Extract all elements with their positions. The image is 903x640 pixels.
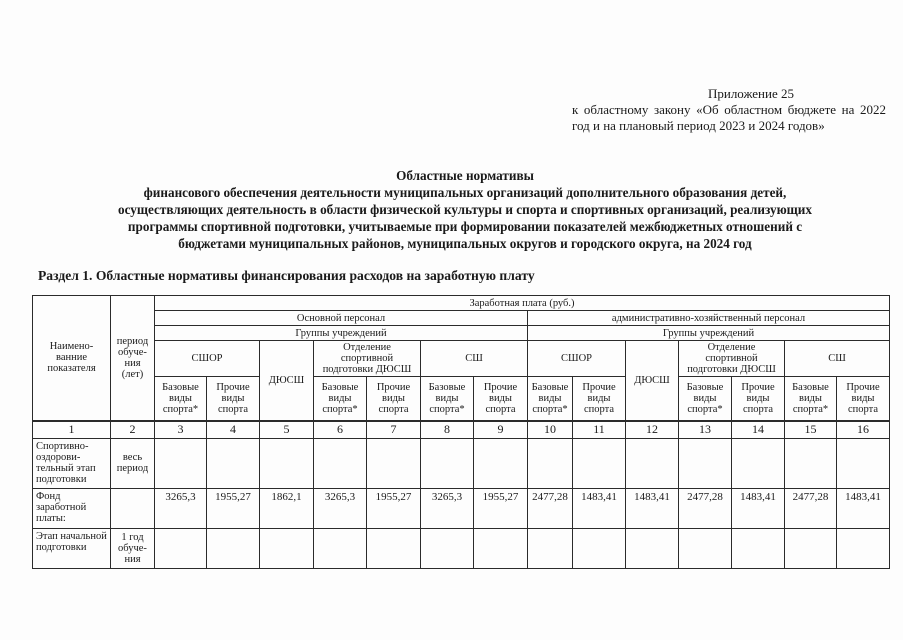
table-cell: 2477,28	[679, 488, 732, 528]
table-cell: 3265,3	[314, 488, 367, 528]
title-line-4: программы спортивной подготовки, учитываемые при формировании показателей межбюджетных отношений с	[127, 219, 803, 234]
header-base-kinds: Базовые виды спорта*	[528, 377, 573, 421]
title-line-1: Областные нормативы	[396, 168, 534, 183]
norms-table	[32, 295, 890, 569]
table-cell	[785, 528, 837, 568]
table-cell	[732, 438, 785, 488]
table-cell	[314, 528, 367, 568]
column-number: 9	[474, 421, 528, 439]
table-cell	[207, 438, 260, 488]
header-other-kinds: Прочие виды спорта	[367, 377, 421, 421]
table-cell	[155, 528, 207, 568]
header-admin-staff: административно-хозяйственный персонал	[528, 311, 890, 326]
table-cell	[207, 528, 260, 568]
row-label: Фонд заработной платы:	[33, 488, 111, 528]
table-cell	[626, 438, 679, 488]
title-line-2: финансового обеспечения деятельности муниципальных организаций дополнительного образования детей,	[143, 185, 787, 200]
table-cell: 1483,41	[573, 488, 626, 528]
table-row	[33, 488, 890, 528]
table-cell	[732, 528, 785, 568]
header-base-kinds: Базовые виды спорта*	[679, 377, 732, 421]
table-cell	[421, 438, 474, 488]
header-main-staff: Основной персонал	[155, 311, 528, 326]
table-cell: 1955,27	[474, 488, 528, 528]
header-otdelenie-main: Отделение спортивной подготовки ДЮСШ	[314, 341, 421, 377]
table-cell: 2477,28	[528, 488, 573, 528]
table-cell	[679, 438, 732, 488]
table-cell	[260, 438, 314, 488]
header-dyussh-main: ДЮСШ	[260, 341, 314, 421]
table-cell	[155, 438, 207, 488]
header-other-kinds: Прочие виды спорта	[573, 377, 626, 421]
table-cell	[785, 438, 837, 488]
column-number: 1	[33, 421, 111, 439]
column-number-row	[33, 421, 890, 439]
row-period: весь период	[111, 438, 155, 488]
column-number: 4	[207, 421, 260, 439]
header-other-kinds: Прочие виды спорта	[474, 377, 528, 421]
row-label: Этап начальной подготовки	[33, 528, 111, 568]
table-cell: 1483,41	[837, 488, 890, 528]
table-cell: 1955,27	[207, 488, 260, 528]
table-cell	[421, 528, 474, 568]
header-institution-groups-main: Группы учреждений	[155, 326, 528, 341]
row-period	[111, 488, 155, 528]
table-cell	[837, 438, 890, 488]
header-ssh-admin: СШ	[785, 341, 890, 377]
header-other-kinds: Прочие виды спорта	[732, 377, 785, 421]
row-period: 1 год обуче-ния	[111, 528, 155, 568]
table-cell	[474, 438, 528, 488]
table-cell: 1955,27	[367, 488, 421, 528]
appendix-block	[572, 86, 886, 134]
table-cell: 1862,1	[260, 488, 314, 528]
table-cell: 2477,28	[785, 488, 837, 528]
table-cell	[260, 528, 314, 568]
header-base-kinds: Базовые виды спорта*	[314, 377, 367, 421]
header-institution-groups-admin: Группы учреждений	[528, 326, 890, 341]
table-cell	[528, 438, 573, 488]
title-line-3: осуществляющих деятельность в области физической культуры и спорта и спортивных организаций, реализующих	[117, 202, 812, 217]
table-cell	[367, 528, 421, 568]
header-dyussh-admin: ДЮСШ	[626, 341, 679, 421]
column-number: 5	[260, 421, 314, 439]
table-cell	[837, 528, 890, 568]
header-otdelenie-admin: Отделение спортивной подготовки ДЮСШ	[679, 341, 785, 377]
table-cell	[314, 438, 367, 488]
column-number: 7	[367, 421, 421, 439]
column-number: 6	[314, 421, 367, 439]
header-other-kinds: Прочие виды спорта	[207, 377, 260, 421]
table-row	[33, 438, 890, 488]
column-number: 8	[421, 421, 474, 439]
header-base-kinds: Базовые виды спорта*	[155, 377, 207, 421]
column-number: 13	[679, 421, 732, 439]
header-sshor-main: СШОР	[155, 341, 260, 377]
table-cell	[367, 438, 421, 488]
table-cell	[679, 528, 732, 568]
header-ssh-main: СШ	[421, 341, 528, 377]
column-number: 10	[528, 421, 573, 439]
column-number: 3	[155, 421, 207, 439]
table-cell	[528, 528, 573, 568]
column-number: 14	[732, 421, 785, 439]
header-indicator-name: Наимено-ванние показателя	[33, 296, 111, 421]
header-other-kinds: Прочие виды спорта	[837, 377, 890, 421]
column-number: 15	[785, 421, 837, 439]
column-number: 12	[626, 421, 679, 439]
table-cell	[573, 528, 626, 568]
table-cell	[474, 528, 528, 568]
column-number: 2	[111, 421, 155, 439]
appendix-reference: к областному закону «Об областном бюджете на 2022 год и на плановый период 2023 и 2024 годов»	[572, 102, 886, 133]
header-salary: Заработная плата (руб.)	[155, 296, 890, 311]
table-cell: 1483,41	[626, 488, 679, 528]
header-base-kinds: Базовые виды спорта*	[421, 377, 474, 421]
header-base-kinds: Базовые виды спорта*	[785, 377, 837, 421]
table-cell: 3265,3	[421, 488, 474, 528]
title-line-5: бюджетами муниципальных районов, муниципальных округов и городского округа, на 2024 год	[178, 236, 752, 251]
section-title: Раздел 1. Областные нормативы финансирования расходов на заработную плату	[38, 268, 535, 283]
row-label: Спортивно-оздорови-тельный этап подготовки	[33, 438, 111, 488]
document-title	[30, 167, 900, 252]
column-number: 16	[837, 421, 890, 439]
table-row	[33, 528, 890, 568]
column-number: 11	[573, 421, 626, 439]
table-cell	[573, 438, 626, 488]
table-cell: 3265,3	[155, 488, 207, 528]
header-training-period: период обуче-ния (лет)	[111, 296, 155, 421]
appendix-number: Приложение 25	[707, 86, 794, 101]
table-cell: 1483,41	[732, 488, 785, 528]
table-cell	[626, 528, 679, 568]
header-sshor-admin: СШОР	[528, 341, 626, 377]
